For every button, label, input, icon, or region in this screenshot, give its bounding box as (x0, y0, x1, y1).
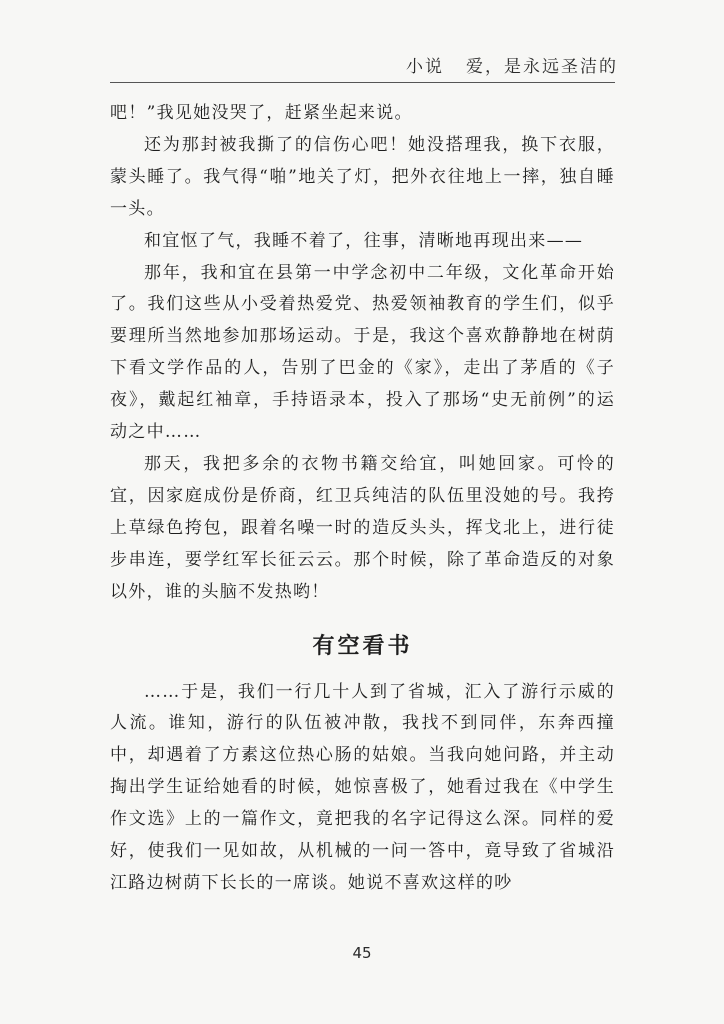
running-header (406, 52, 618, 77)
page-number: 45 (352, 944, 372, 962)
paragraph: 那年，我和宜在县第一中学念初中二年级，文化革命开始了。我们这些从小受着热爱党、热爱领袖教育的学生们，似乎要理所当然地参加那场运动。于是，我这个喜欢静静地在树荫下看文学作品的人，告别了巴金的《家》，走出了茅盾的《子夜》，戴起红袖章，手持语录本，投入了那场“史无前例”的运动之中…… (110, 262, 615, 443)
header-rule (110, 82, 615, 83)
body-text (110, 98, 615, 900)
paragraph: ……于是，我们一行几十人到了省城，汇入了游行示威的人流。谁知，游行的队伍被冲散，我找不到同伴，东奔西撞中，却遇着了方素这位热心肠的姑娘。当我向她问路，并主动掏出学生证给她看的时候，她惊喜极了，她看过我在《中学生作文选》上的一篇作文，竟把我的名字记得这么深。同样的爱好，使我们一见如故，从机械的一问一答中，竟导致了省城沿江路边树荫下长长的一席谈。她说不喜欢这样的吵 (110, 681, 615, 893)
header-section-label: 小说 (406, 57, 444, 77)
paragraph: 那天，我把多余的衣物书籍交给宜，叫她回家。可怜的宜，因家庭成份是侨商，红卫兵纯洁的队伍里没她的号。我挎上草绿色挎包，跟着名噪一时的造反头头，挥戈北上，进行徒步串连，要学红军长征云云。那个时候，除了革命造反的对象以外，谁的头脑不发热哟！ (110, 453, 615, 602)
paragraph: 吧！”我见她没哭了，赶紧坐起来说。 (110, 103, 413, 123)
paragraph: 和宜怄了气，我睡不着了，往事，清晰地再现出来—— (144, 230, 584, 251)
paragraph: 还为那封被我撕了的信伤心吧！她没搭理我，换下衣服，蒙头睡了。我气得“啪”地关了灯，把外衣往地上一摔，独自睡一头。 (110, 134, 615, 219)
section-heading: 有空看书 (312, 632, 413, 659)
header-chapter-title: 爱，是永远圣洁的 (466, 57, 618, 77)
